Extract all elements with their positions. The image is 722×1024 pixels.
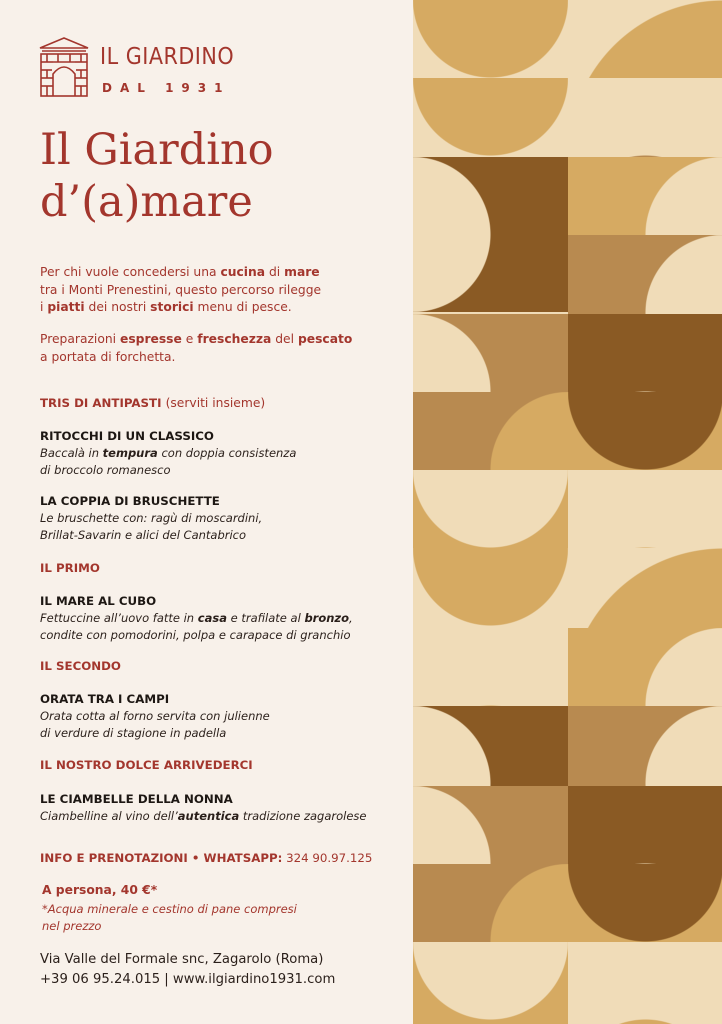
dish-description: Le bruschette con: ragù di moscardini, Brillat-Savarin e alici del Cantabrico: [40, 511, 263, 542]
page-title: [40, 124, 274, 228]
pattern-tile: [413, 942, 568, 1024]
title-line-2: d’(a)mare: [40, 177, 253, 227]
decorative-pattern: [413, 0, 722, 1024]
dish-name: RITOCCHI DI UN CLASSICO: [40, 429, 214, 443]
dish-ritocchi: [40, 429, 410, 478]
address-block: [40, 950, 335, 989]
booking-label: INFO E PRENOTAZIONI • WHATSAPP:: [40, 851, 283, 865]
brand-name: IL GIARDINO: [100, 44, 235, 70]
address-line: Via Valle del Formale snc, Zagarolo (Roma): [40, 952, 324, 967]
dish-description: Fettuccine all’uovo fatte in casa e trafilate al bronzo, condite con pomodorini, polpa e carapace di granchio: [40, 611, 353, 642]
dish-name: ORATA TRA I CAMPI: [40, 692, 170, 706]
section-primo: IL PRIMO: [40, 561, 100, 575]
section-antipasti: [40, 396, 265, 410]
dish-mare-al-cubo: [40, 594, 410, 643]
dish-bruschette: [40, 494, 410, 543]
section-antipasti-note: (serviti insieme): [165, 396, 266, 410]
brand-since: DAL 1931: [102, 81, 231, 95]
price: A persona, 40 €*: [42, 883, 158, 897]
intro-paragraph-2: Preparazioni espresse e freschezza del pescato a portata di forchetta.: [40, 332, 353, 364]
title-line-1: Il Giardino: [40, 125, 274, 175]
stone-arch-icon: [38, 36, 90, 98]
dish-description: Baccalà in tempura con doppia consistenza di broccolo romanesco: [40, 446, 297, 477]
dish-description: Ciambelline al vino dell’autentica tradizione zagarolese: [40, 809, 367, 823]
pattern-tile: [568, 942, 722, 1024]
dish-orata: [40, 692, 410, 741]
pattern-tile: [413, 157, 568, 312]
dish-name: LA COPPIA DI BRUSCHETTE: [40, 494, 220, 508]
price-note: *Acqua minerale e cestino di pane compresi nel prezzo: [42, 902, 297, 933]
section-antipasti-label: TRIS DI ANTIPASTI: [40, 396, 162, 410]
dish-name: LE CIAMBELLE DELLA NONNA: [40, 792, 233, 806]
dish-description: Orata cotta al forno servita con julienne di verdure di stagione in padella: [40, 709, 270, 740]
section-secondo: IL SECONDO: [40, 659, 121, 673]
intro-paragraph-1: Per chi vuole concedersi una cucina di mare tra i Monti Prenestini, questo percorso rilegge i piatti dei nostri storici menu di pesce.: [40, 265, 322, 314]
booking-info: [40, 851, 372, 865]
dish-ciambelle: [40, 792, 410, 825]
whatsapp-phone[interactable]: 324 90.97.125: [286, 851, 373, 865]
section-dolce: IL NOSTRO DOLCE ARRIVEDERCI: [40, 758, 253, 772]
dish-name: IL MARE AL CUBO: [40, 594, 157, 608]
contact-line[interactable]: +39 06 95.24.015 | www.ilgiardino1931.com: [40, 971, 336, 987]
